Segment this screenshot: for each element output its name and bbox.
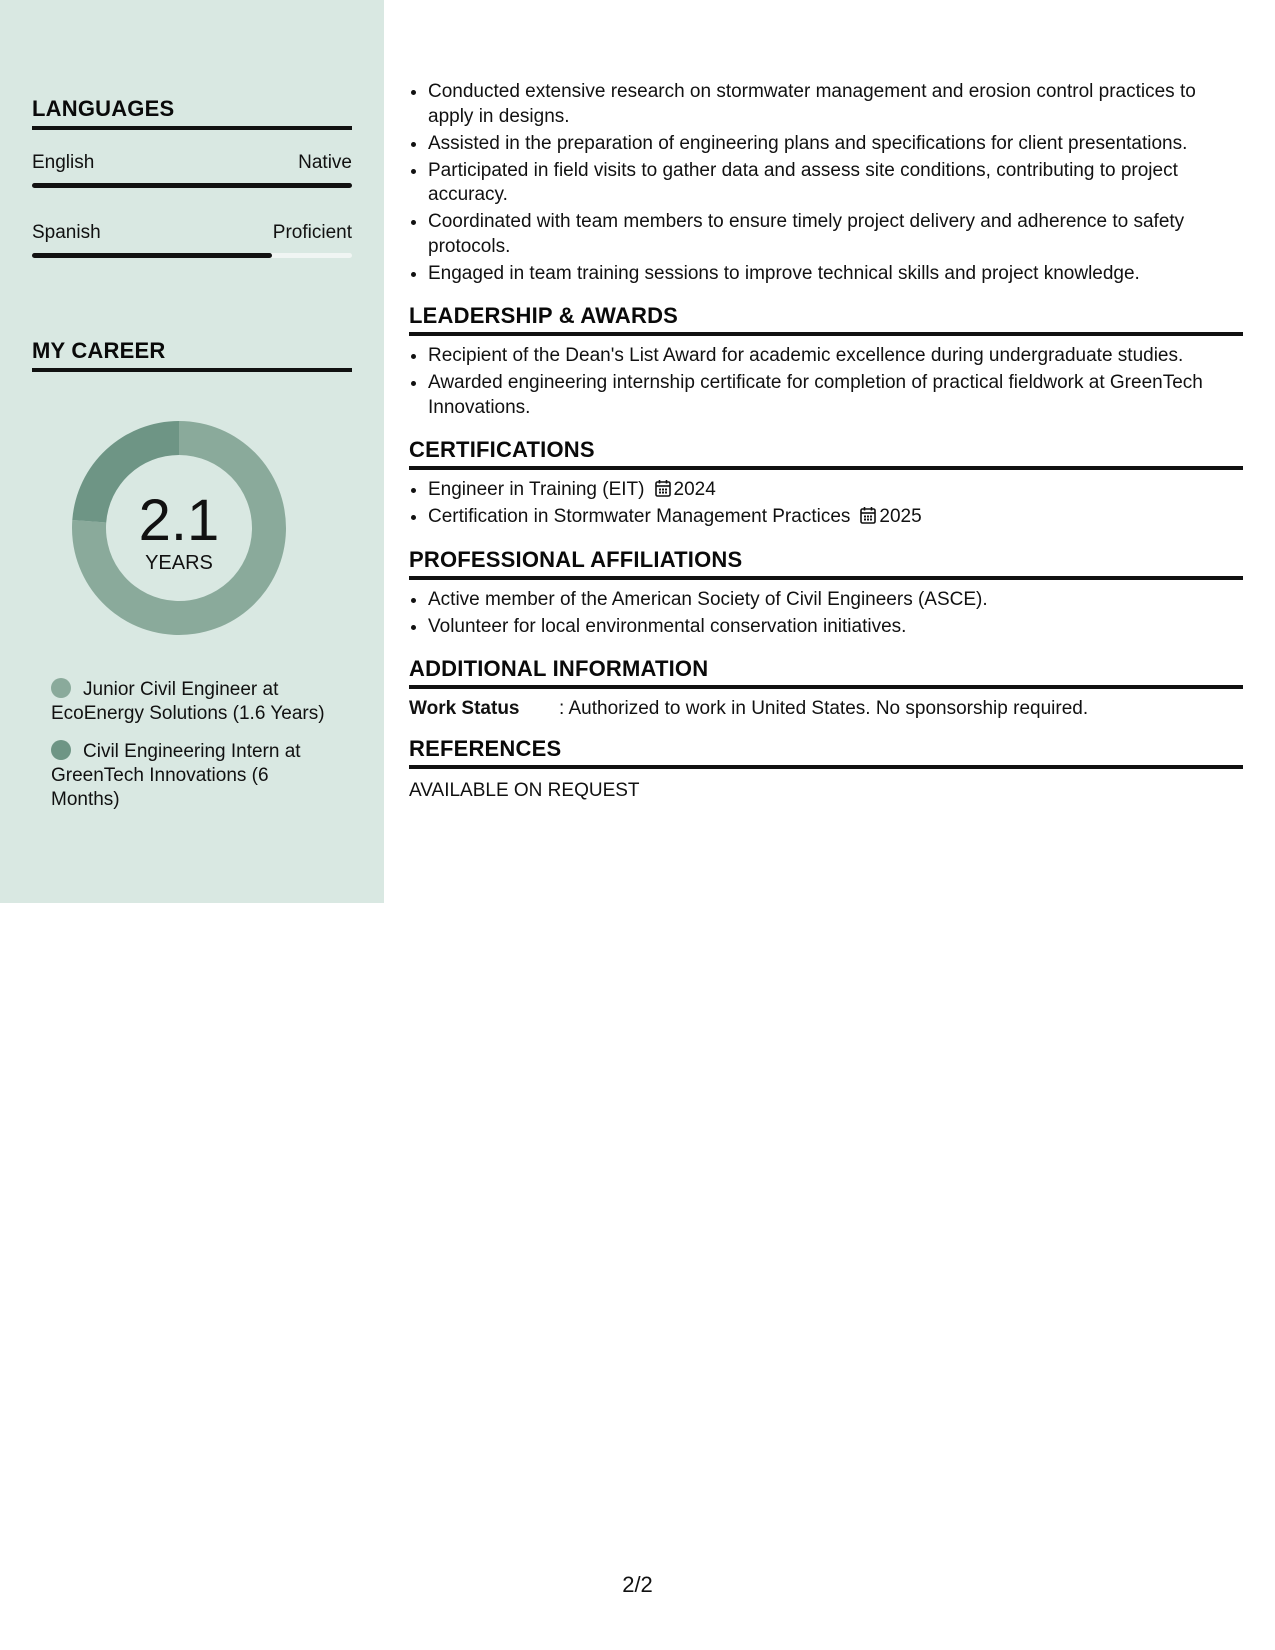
section-heading: LEADERSHIP & AWARDS	[409, 303, 1243, 336]
calendar-icon	[860, 506, 876, 524]
language-bar-fill	[32, 253, 272, 258]
language-level: Native	[298, 152, 352, 173]
language-row	[32, 152, 352, 188]
main-content	[409, 80, 1243, 803]
list-item: • Conducted extensive research on stormwater management and erosion control practices to apply in designs.	[428, 80, 1243, 129]
language-row	[32, 222, 352, 258]
language-level: Proficient	[272, 222, 352, 243]
list-item: • Recipient of the Dean's List Award for academic excellence during undergraduate studies.	[428, 344, 1243, 369]
calendar-icon	[655, 479, 671, 497]
section-heading: CERTIFICATIONS	[409, 437, 1243, 470]
certification-year: 2024	[673, 479, 716, 500]
list-item	[428, 478, 1243, 503]
career-legend	[51, 678, 341, 826]
list-item: • Coordinated with team members to ensure timely project delivery and adherence to safety protocols.	[428, 210, 1243, 259]
section-heading: PROFESSIONAL AFFILIATIONS	[409, 547, 1243, 580]
languages-heading: LANGUAGES	[32, 96, 352, 130]
language-bar	[32, 253, 352, 258]
legend-label: Civil Engineering Intern at GreenTech Innovations (6 Months)	[51, 741, 301, 810]
work-status-row	[409, 697, 1243, 721]
list-item: • Volunteer for local environmental conservation initiatives.	[428, 615, 1243, 640]
leadership-section	[409, 303, 1243, 420]
career-section	[32, 338, 352, 372]
legend-label: Junior Civil Engineer at EcoEnergy Solutions (1.6 Years)	[51, 679, 325, 724]
affiliations-section	[409, 547, 1243, 640]
career-donut-chart	[66, 415, 292, 641]
references-text: AVAILABLE ON REQUEST	[409, 780, 640, 801]
section-heading: ADDITIONAL INFORMATION	[409, 656, 1243, 689]
certification-name: Engineer in Training (EIT)	[428, 479, 645, 500]
additional-info-section	[409, 656, 1243, 721]
language-bar-fill	[32, 183, 352, 188]
legend-dot	[51, 740, 71, 760]
list-item: • Engaged in team training sessions to improve technical skills and project knowledge.	[428, 262, 1243, 287]
list-item: • Assisted in the preparation of engineering plans and specifications for client presentations.	[428, 132, 1243, 157]
references-section	[409, 736, 1243, 803]
language-bar	[32, 183, 352, 188]
legend-dot	[51, 678, 71, 698]
list-item: • Participated in field visits to gather data and assess site conditions, contributing to project accuracy.	[428, 159, 1243, 208]
certifications-list	[409, 478, 1243, 530]
legend-item	[51, 678, 341, 726]
career-total-value: 2.1	[138, 488, 220, 553]
affiliations-list	[409, 588, 1243, 640]
work-status-label: Work Status	[409, 698, 520, 719]
sidebar	[0, 0, 384, 903]
section-heading: REFERENCES	[409, 736, 1243, 769]
list-item: • Awarded engineering internship certificate for completion of practical fieldwork at GreenTech Innovations.	[428, 371, 1243, 420]
language-name: English	[32, 152, 95, 173]
career-heading: MY CAREER	[32, 338, 352, 372]
list-item: • Active member of the American Society of Civil Engineers (ASCE).	[428, 588, 1243, 613]
work-status-value: : Authorized to work in United States. No sponsorship required.	[559, 698, 1089, 719]
languages-section	[32, 96, 352, 258]
page-number: 2/2	[622, 1572, 653, 1597]
legend-item	[51, 740, 341, 812]
certification-year: 2025	[879, 506, 922, 527]
certifications-section	[409, 437, 1243, 530]
language-name: Spanish	[32, 222, 101, 243]
career-total-unit: YEARS	[145, 552, 213, 574]
list-item	[428, 505, 1243, 530]
experience-bullet-list	[409, 80, 1243, 286]
leadership-list	[409, 344, 1243, 420]
certification-name: Certification in Stormwater Management Practices	[428, 506, 851, 527]
